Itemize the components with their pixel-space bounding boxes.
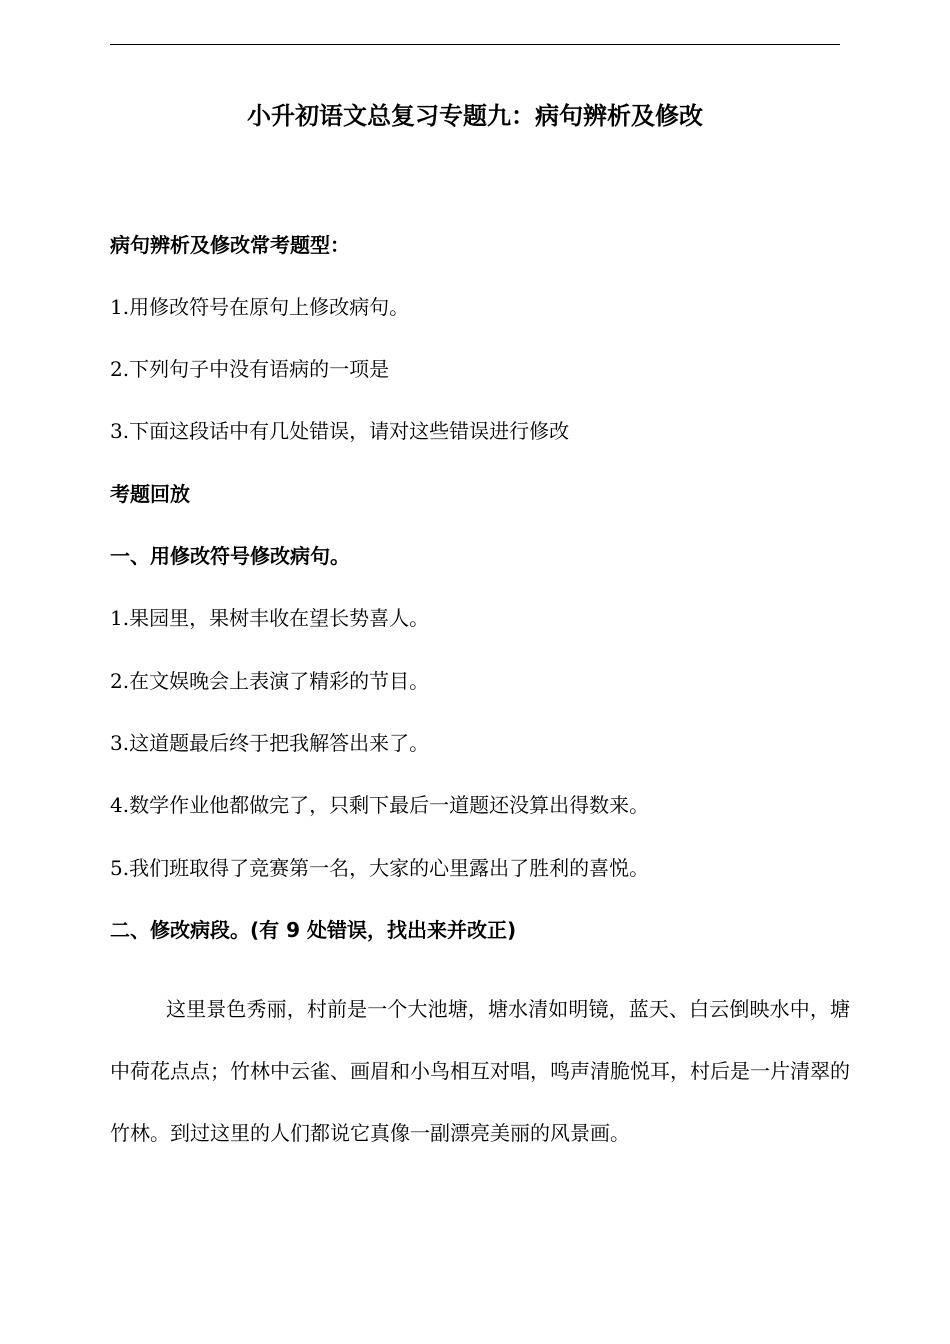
sentence-item: 4.数学作业他都做完了，只剩下最后一道题还没算出得数来。 [110,793,650,817]
sentence-item: 5.我们班取得了竞赛第一名，大家的心里露出了胜利的喜悦。 [110,856,650,880]
sentence-item: 3.这道题最后终于把我解答出来了。 [110,731,430,755]
question-types-heading: 病句辨析及修改常考题型： [110,233,350,257]
faulty-paragraph: 这里景色秀丽，村前是一个大池塘，塘水清如明镜，蓝天、白云倒映水中，塘中荷花点点；竹林中云雀、画眉和小鸟相互对唱，鸣声清脆悦耳，村后是一片清翠的竹林。到过这里的人们都说它真像一副漂亮美丽的风景画。 [110,997,850,1145]
part-one-heading: 一、用修改符号修改病句。 [110,544,350,568]
sentence-item: 2.在文娱晚会上表演了精彩的节目。 [110,669,430,693]
review-heading: 考题回放 [110,482,190,506]
question-type-item: 1.用修改符号在原句上修改病句。 [110,295,410,319]
part-two-heading: 二、修改病段。(有 9 处错误，找出来并改正) [110,918,517,942]
question-type-item: 3.下面这段话中有几处错误，请对这些错误进行修改 [110,419,570,443]
question-type-item: 2.下列句子中没有语病的一项是 [110,357,390,381]
header-rule [110,44,840,45]
sentence-item: 1.果园里，果树丰收在望长势喜人。 [110,606,430,630]
page-title: 小升初语文总复习专题九：病句辨析及修改 [247,102,703,130]
